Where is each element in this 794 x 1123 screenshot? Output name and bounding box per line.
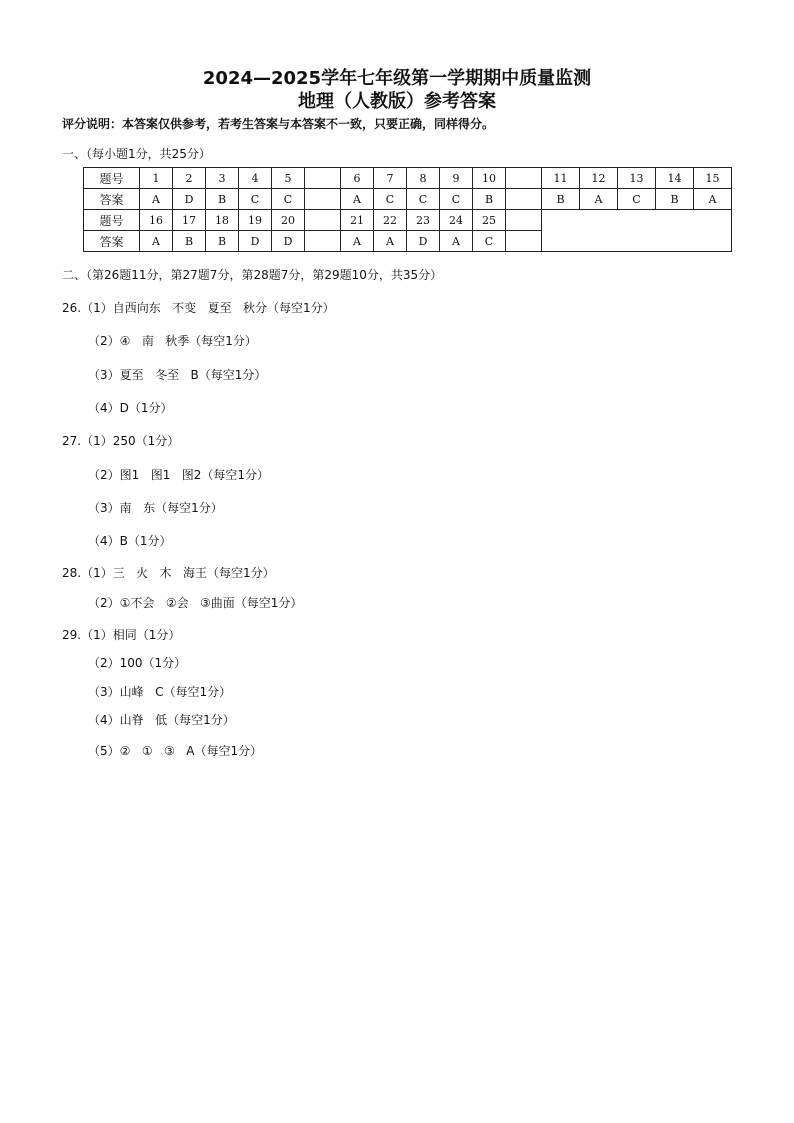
answer-cell: A [440, 231, 473, 252]
question-number: 12 [580, 168, 618, 189]
label-question: 题号 [84, 210, 140, 231]
question-number: 6 [341, 168, 374, 189]
q27-line3: （3）南 东（每空1分） [88, 501, 223, 515]
question-number: 10 [473, 168, 506, 189]
question-number: 15 [694, 168, 732, 189]
answer-cell: B [206, 231, 239, 252]
question-number: 4 [239, 168, 272, 189]
q27-line1: 27.（1）250（1分） [62, 434, 180, 448]
answer-cell: C [374, 189, 407, 210]
q29-line4: （4）山脊 低（每空1分） [88, 713, 235, 727]
table-gap [506, 189, 542, 210]
table-gap [506, 168, 542, 189]
question-number: 19 [239, 210, 272, 231]
answer-cell: B [473, 189, 506, 210]
answer-cell: C [407, 189, 440, 210]
page-subtitle: 地理（人教版）参考答案 [298, 91, 496, 112]
table-gap [506, 210, 542, 231]
question-number: 7 [374, 168, 407, 189]
table-row [84, 168, 732, 189]
table-gap [305, 210, 341, 231]
table-row [84, 189, 732, 210]
question-number: 14 [656, 168, 694, 189]
answer-cell: D [407, 231, 440, 252]
answer-cell: D [173, 189, 206, 210]
question-number: 16 [140, 210, 173, 231]
label-question: 题号 [84, 168, 140, 189]
answer-cell: A [694, 189, 732, 210]
q26-line2: （2）④ 南 秋季（每空1分） [88, 334, 257, 348]
answer-cell: A [140, 189, 173, 210]
question-number: 23 [407, 210, 440, 231]
answer-cell: D [239, 231, 272, 252]
question-number: 24 [440, 210, 473, 231]
q28-line1: 28.（1）三 火 木 海王（每空1分） [62, 566, 275, 580]
q29-line1: 29.（1）相同（1分） [62, 628, 181, 642]
q28-line2: （2）①不会 ②会 ③曲面（每空1分） [88, 596, 303, 610]
answer-cell: D [272, 231, 305, 252]
question-number: 22 [374, 210, 407, 231]
question-number: 11 [542, 168, 580, 189]
section1-heading: 一、（每小题1分，共25分） [62, 147, 211, 161]
answer-cell: B [542, 189, 580, 210]
question-number: 9 [440, 168, 473, 189]
question-number: 2 [173, 168, 206, 189]
question-number: 21 [341, 210, 374, 231]
q27-line2: （2）图1 图1 图2（每空1分） [88, 468, 270, 482]
page-title: 2024—2025学年七年级第一学期期中质量监测 [202, 68, 592, 89]
table-gap [305, 168, 341, 189]
answer-cell: C [440, 189, 473, 210]
q29-line5: （5）② ① ③ A（每空1分） [88, 744, 263, 758]
answer-cell: C [473, 231, 506, 252]
answer-cell: C [618, 189, 656, 210]
q29-line2: （2）100（1分） [88, 656, 187, 670]
question-number: 20 [272, 210, 305, 231]
question-number: 17 [173, 210, 206, 231]
question-number: 13 [618, 168, 656, 189]
empty-merged-cell [542, 210, 732, 252]
question-number: 18 [206, 210, 239, 231]
answer-cell: A [374, 231, 407, 252]
answer-cell: A [140, 231, 173, 252]
grading-note: 评分说明：本答案仅供参考，若考生答案与本答案不一致，只要正确，同样得分。 [62, 117, 495, 131]
table-gap [506, 231, 542, 252]
question-number: 3 [206, 168, 239, 189]
table-row [84, 210, 732, 231]
q29-line3: （3）山峰 C（每空1分） [88, 685, 232, 699]
answer-cell: C [239, 189, 272, 210]
q27-line4: （4）B（1分） [88, 534, 172, 548]
label-answer: 答案 [84, 231, 140, 252]
label-answer: 答案 [84, 189, 140, 210]
answer-cell: C [272, 189, 305, 210]
question-number: 8 [407, 168, 440, 189]
section2-heading: 二、（第26题11分，第27题7分，第28题7分，第29题10分，共35分） [62, 268, 443, 282]
q26-line4: （4）D（1分） [88, 401, 173, 415]
answer-table [83, 167, 732, 252]
answer-cell: A [341, 231, 374, 252]
answer-cell: B [656, 189, 694, 210]
table-gap [305, 231, 341, 252]
answer-cell: A [341, 189, 374, 210]
question-number: 5 [272, 168, 305, 189]
q26-line3: （3）夏至 冬至 B（每空1分） [88, 368, 267, 382]
answer-cell: B [173, 231, 206, 252]
answer-cell: A [580, 189, 618, 210]
table-gap [305, 189, 341, 210]
question-number: 1 [140, 168, 173, 189]
q26-line1: 26.（1）自西向东 不变 夏至 秋分（每空1分） [62, 301, 335, 315]
question-number: 25 [473, 210, 506, 231]
answer-cell: B [206, 189, 239, 210]
